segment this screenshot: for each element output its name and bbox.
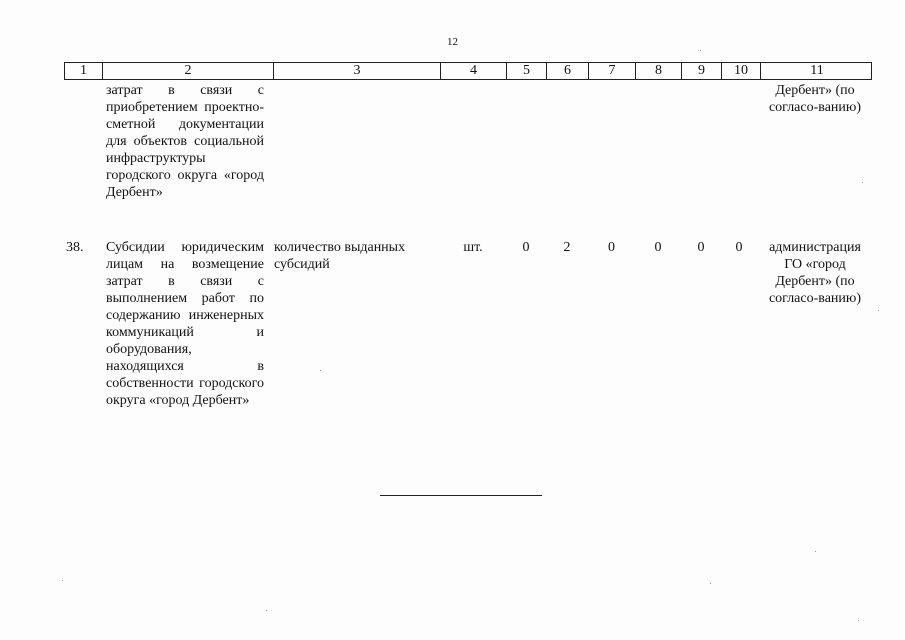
column-header-9: 9 <box>681 63 721 79</box>
column-header-3: 3 <box>273 63 440 79</box>
page-number: 12 <box>447 36 458 48</box>
row-38-value-5: 0 <box>522 240 530 255</box>
column-header-4: 4 <box>440 63 506 79</box>
row-38-number: 38. <box>66 240 84 255</box>
column-header-11: 11 <box>760 63 873 79</box>
row-38-description: Субсидии юридическим лицам на возмещение затрат в связи с выполнением работ по содержанию инженерных коммуникаций и оборудования, находящихся в собственности городского округа «город Дербент» <box>106 240 264 408</box>
column-header-1: 1 <box>80 63 87 78</box>
column-header-6: 6 <box>546 63 588 79</box>
row-38-value-8: 0 <box>654 240 662 255</box>
scan-speck <box>878 310 879 311</box>
column-header-7: 7 <box>588 63 635 79</box>
scan-speck <box>266 610 267 611</box>
row-38-value-6: 2 <box>563 240 571 255</box>
scan-speck <box>62 580 63 581</box>
scan-speck <box>862 182 863 183</box>
row-38-value-9: 0 <box>697 240 705 255</box>
column-header-10: 10 <box>721 63 760 79</box>
row-38-value-10: 0 <box>735 240 743 255</box>
scan-speck <box>815 551 816 552</box>
continued-row-description: затрат в связи с приобретением проектно-сметной документации для объектов социальной инфраструктуры городского округа «город Дербент» <box>106 83 264 200</box>
scan-speck <box>320 370 321 371</box>
end-separator-line <box>380 495 542 496</box>
row-38-indicator: количество выданных субсидий <box>274 240 406 272</box>
table-header-row <box>64 62 872 80</box>
row-38-unit: шт. <box>463 240 483 255</box>
column-header-8: 8 <box>635 63 681 79</box>
column-header-2: 2 <box>102 63 273 79</box>
scan-speck <box>700 50 701 51</box>
scan-speck <box>710 583 711 584</box>
row-38-value-7: 0 <box>608 240 615 255</box>
continued-row-executor: Дербент» (по согласо-ванию) <box>768 83 862 115</box>
row-38-executor: администрация ГО «город Дербент» (по согласо-ванию) <box>768 240 862 306</box>
scan-speck <box>858 620 859 621</box>
column-header-5: 5 <box>506 63 546 79</box>
